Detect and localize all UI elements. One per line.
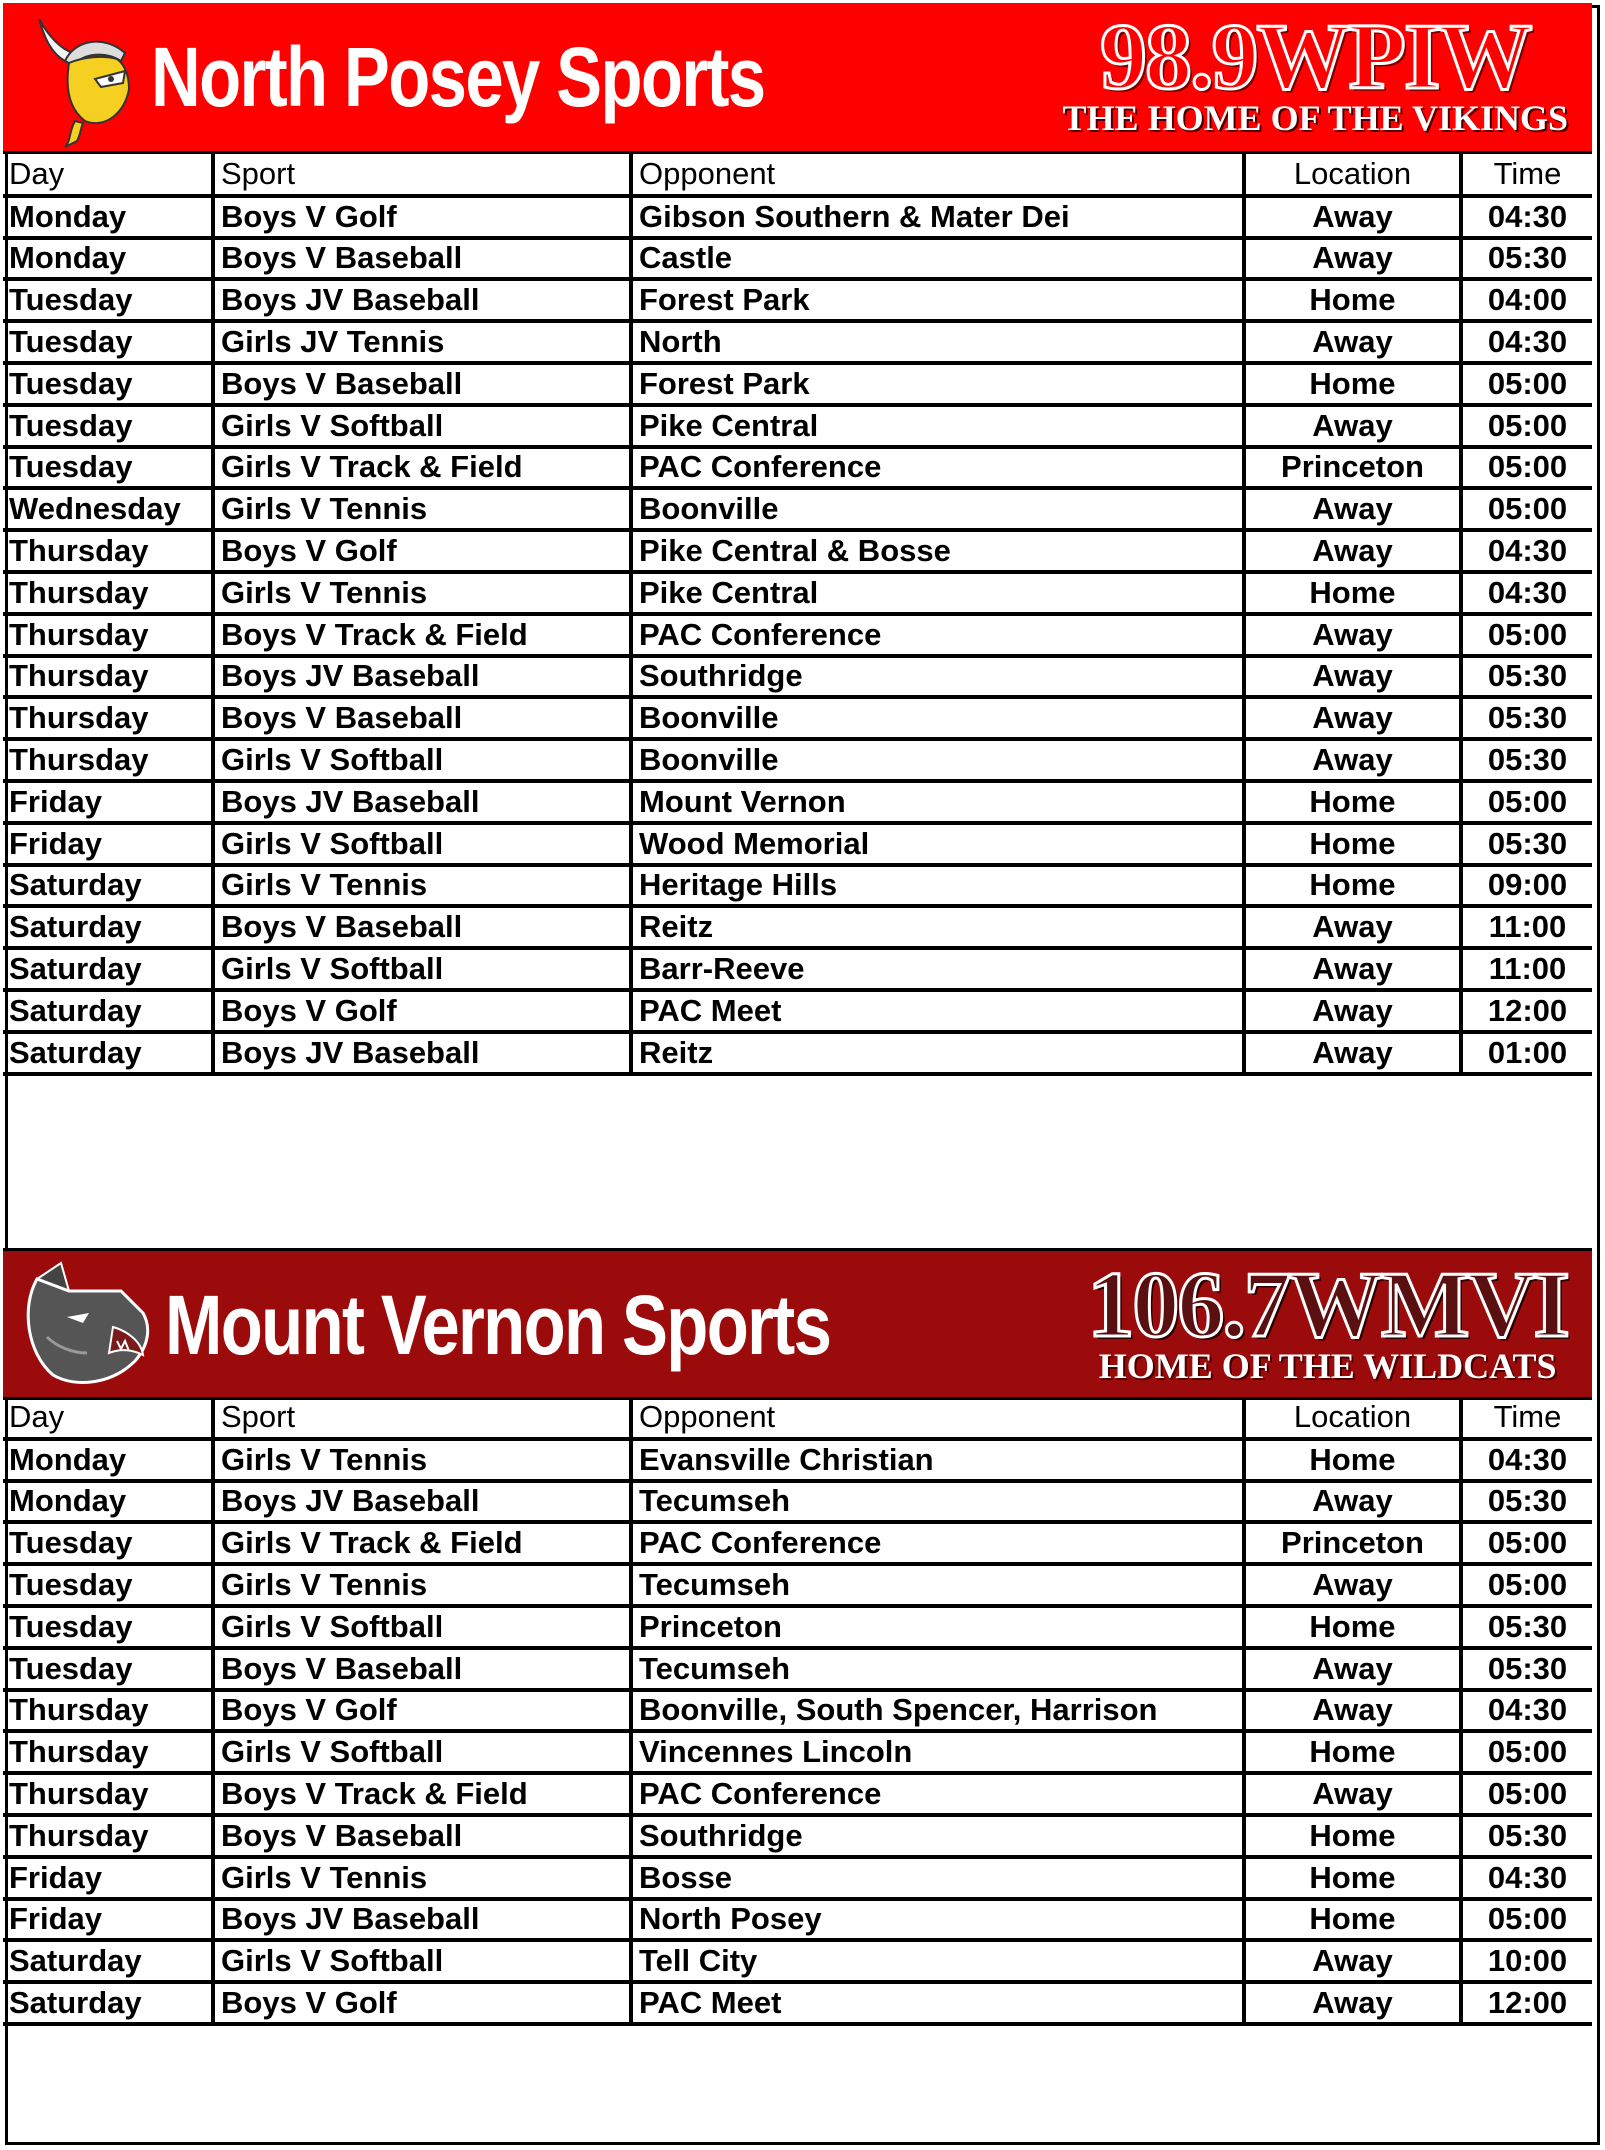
cell-location: Away: [1244, 1648, 1461, 1690]
cell-location: Away: [1244, 1032, 1461, 1074]
cell-opponent: Castle: [631, 238, 1244, 280]
table-row: [3, 1815, 1592, 1857]
cell-day: Tuesday: [3, 1522, 213, 1564]
cell-opponent: North Posey: [631, 1899, 1244, 1941]
cell-sport: Girls V Softball: [213, 948, 631, 990]
cell-day: Tuesday: [3, 363, 213, 405]
table-row: [3, 1940, 1592, 1982]
table-row: [3, 196, 1592, 238]
cell-opponent: Evansville Christian: [631, 1439, 1244, 1481]
cell-day: Tuesday: [3, 321, 213, 363]
cell-location: Away: [1244, 238, 1461, 280]
cell-day: Thursday: [3, 614, 213, 656]
table-row: [3, 530, 1592, 572]
cell-time: 04:00: [1461, 279, 1592, 321]
cell-time: 05:00: [1461, 405, 1592, 447]
cell-time: 05:00: [1461, 488, 1592, 530]
cell-day: Tuesday: [3, 1606, 213, 1648]
cell-location: Home: [1244, 1731, 1461, 1773]
cell-sport: Boys JV Baseball: [213, 1032, 631, 1074]
cell-location: Home: [1244, 1857, 1461, 1899]
cell-time: 05:00: [1461, 1731, 1592, 1773]
table-row: [3, 948, 1592, 990]
cell-sport: Boys V Baseball: [213, 697, 631, 739]
cell-opponent: Forest Park: [631, 279, 1244, 321]
cell-day: Tuesday: [3, 279, 213, 321]
cell-day: Thursday: [3, 656, 213, 698]
cell-sport: Boys V Baseball: [213, 363, 631, 405]
wildcat-head-icon: [17, 1257, 157, 1391]
table-row: [3, 697, 1592, 739]
cell-sport: Boys V Golf: [213, 990, 631, 1032]
station-frequency: 98.9WPIW: [1100, 5, 1531, 109]
cell-opponent: Forest Park: [631, 363, 1244, 405]
cell-opponent: Reitz: [631, 1032, 1244, 1074]
cell-sport: Boys JV Baseball: [213, 1481, 631, 1523]
cell-sport: Boys JV Baseball: [213, 656, 631, 698]
cell-time: 05:30: [1461, 739, 1592, 781]
cell-location: Away: [1244, 1564, 1461, 1606]
table-row: [3, 572, 1592, 614]
cell-opponent: Reitz: [631, 906, 1244, 948]
table-row: [3, 1481, 1592, 1523]
cell-day: Thursday: [3, 1690, 213, 1732]
table-row: [3, 447, 1592, 489]
station-tagline: HOME OF THE WILDCATS: [1098, 1346, 1557, 1386]
table-row: [3, 865, 1592, 907]
cell-sport: Boys V Baseball: [213, 1648, 631, 1690]
cell-time: 05:00: [1461, 781, 1592, 823]
mount-vernon-schedule-table: [3, 1397, 1592, 2026]
column-header-opponent: Opponent: [631, 1397, 1244, 1439]
cell-location: Away: [1244, 405, 1461, 447]
cell-location: Home: [1244, 363, 1461, 405]
cell-sport: Girls JV Tennis: [213, 321, 631, 363]
cell-sport: Boys V Baseball: [213, 906, 631, 948]
cell-day: Tuesday: [3, 447, 213, 489]
table-row: [3, 739, 1592, 781]
cell-opponent: Pike Central & Bosse: [631, 530, 1244, 572]
cell-opponent: Tecumseh: [631, 1564, 1244, 1606]
table-row: [3, 656, 1592, 698]
cell-opponent: PAC Conference: [631, 614, 1244, 656]
cell-day: Saturday: [3, 1940, 213, 1982]
cell-time: 05:00: [1461, 447, 1592, 489]
cell-opponent: Heritage Hills: [631, 865, 1244, 907]
table-row: [3, 1731, 1592, 1773]
cell-day: Wednesday: [3, 488, 213, 530]
cell-time: 05:00: [1461, 614, 1592, 656]
station-tagline: THE HOME OF THE VIKINGS: [1062, 98, 1568, 138]
cell-opponent: PAC Meet: [631, 990, 1244, 1032]
cell-opponent: Boonville, South Spencer, Harrison: [631, 1690, 1244, 1732]
cell-location: Away: [1244, 1481, 1461, 1523]
cell-time: 04:30: [1461, 1690, 1592, 1732]
cell-time: 12:00: [1461, 990, 1592, 1032]
cell-time: 04:30: [1461, 196, 1592, 238]
cell-day: Monday: [3, 196, 213, 238]
table-row: [3, 781, 1592, 823]
column-header-day: Day: [3, 154, 213, 196]
cell-time: 05:00: [1461, 1773, 1592, 1815]
cell-opponent: Southridge: [631, 1815, 1244, 1857]
cell-opponent: PAC Conference: [631, 1522, 1244, 1564]
cell-location: Away: [1244, 1940, 1461, 1982]
north-posey-schedule-table: [3, 154, 1592, 1076]
cell-day: Thursday: [3, 739, 213, 781]
cell-location: Princeton: [1244, 1522, 1461, 1564]
cell-sport: Boys V Track & Field: [213, 614, 631, 656]
cell-location: Home: [1244, 1439, 1461, 1481]
cell-opponent: Boonville: [631, 488, 1244, 530]
table-row: [3, 1690, 1592, 1732]
cell-time: 05:30: [1461, 1815, 1592, 1857]
table-row: [3, 1564, 1592, 1606]
table-row: [3, 823, 1592, 865]
cell-location: Away: [1244, 321, 1461, 363]
column-header-sport: Sport: [213, 154, 631, 196]
cell-time: 05:00: [1461, 1899, 1592, 1941]
cell-time: 05:00: [1461, 1522, 1592, 1564]
cell-location: Home: [1244, 781, 1461, 823]
table-row: [3, 1899, 1592, 1941]
cell-day: Saturday: [3, 948, 213, 990]
cell-location: Away: [1244, 697, 1461, 739]
cell-location: Princeton: [1244, 447, 1461, 489]
cell-sport: Boys JV Baseball: [213, 781, 631, 823]
table-row: [3, 279, 1592, 321]
cell-location: Away: [1244, 739, 1461, 781]
mount-vernon-title: Mount Vernon Sports: [165, 1278, 831, 1372]
cell-sport: Girls V Softball: [213, 1606, 631, 1648]
cell-time: 05:30: [1461, 656, 1592, 698]
column-header-location: Location: [1244, 154, 1461, 196]
cell-opponent: Vincennes Lincoln: [631, 1731, 1244, 1773]
table-row: [3, 990, 1592, 1032]
cell-opponent: Pike Central: [631, 405, 1244, 447]
cell-day: Thursday: [3, 1731, 213, 1773]
cell-day: Friday: [3, 823, 213, 865]
cell-day: Thursday: [3, 697, 213, 739]
cell-opponent: Mount Vernon: [631, 781, 1244, 823]
table-row: [3, 1606, 1592, 1648]
cell-day: Monday: [3, 1481, 213, 1523]
cell-time: 05:00: [1461, 363, 1592, 405]
cell-sport: Boys V Golf: [213, 196, 631, 238]
cell-location: Away: [1244, 196, 1461, 238]
cell-opponent: Gibson Southern & Mater Dei: [631, 196, 1244, 238]
table-row: [3, 1439, 1592, 1481]
cell-sport: Boys V Golf: [213, 1690, 631, 1732]
table-row: [3, 614, 1592, 656]
column-header-time: Time: [1461, 1397, 1592, 1439]
cell-opponent: PAC Meet: [631, 1982, 1244, 2024]
table-row: [3, 405, 1592, 447]
column-header-location: Location: [1244, 1397, 1461, 1439]
cell-location: Away: [1244, 656, 1461, 698]
cell-sport: Boys V Baseball: [213, 1815, 631, 1857]
cell-day: Friday: [3, 1857, 213, 1899]
cell-sport: Girls V Softball: [213, 823, 631, 865]
column-header-sport: Sport: [213, 1397, 631, 1439]
cell-day: Thursday: [3, 572, 213, 614]
cell-day: Monday: [3, 238, 213, 280]
cell-sport: Boys V Baseball: [213, 238, 631, 280]
cell-sport: Boys V Golf: [213, 530, 631, 572]
cell-time: 05:30: [1461, 1606, 1592, 1648]
cell-sport: Boys JV Baseball: [213, 279, 631, 321]
station-frequency: 106.7WMVI: [1087, 1253, 1568, 1357]
north-posey-title: North Posey Sports: [151, 30, 765, 124]
cell-location: Away: [1244, 530, 1461, 572]
cell-location: Home: [1244, 572, 1461, 614]
table-row: [3, 321, 1592, 363]
table-row: [3, 488, 1592, 530]
cell-time: 11:00: [1461, 906, 1592, 948]
cell-location: Away: [1244, 488, 1461, 530]
cell-sport: Boys JV Baseball: [213, 1899, 631, 1941]
cell-time: 04:30: [1461, 572, 1592, 614]
cell-sport: Girls V Track & Field: [213, 447, 631, 489]
cell-location: Away: [1244, 614, 1461, 656]
column-header-opponent: Opponent: [631, 154, 1244, 196]
cell-day: Saturday: [3, 1032, 213, 1074]
cell-day: Tuesday: [3, 405, 213, 447]
cell-location: Home: [1244, 1899, 1461, 1941]
table-header-row: [3, 1397, 1592, 1439]
cell-sport: Boys V Golf: [213, 1982, 631, 2024]
cell-time: 04:30: [1461, 530, 1592, 572]
cell-day: Thursday: [3, 1815, 213, 1857]
north-posey-banner: [3, 3, 1592, 154]
cell-time: 01:00: [1461, 1032, 1592, 1074]
cell-day: Saturday: [3, 990, 213, 1032]
cell-sport: Girls V Softball: [213, 405, 631, 447]
mount-vernon-banner: [3, 1248, 1592, 1400]
cell-day: Monday: [3, 1439, 213, 1481]
wpiw-station-logo: [1062, 5, 1568, 138]
wmvi-station-logo: [1087, 1253, 1568, 1386]
cell-time: 05:00: [1461, 1564, 1592, 1606]
cell-location: Away: [1244, 1982, 1461, 2024]
table-header-row: [3, 154, 1592, 196]
column-header-time: Time: [1461, 154, 1592, 196]
cell-sport: Girls V Tennis: [213, 1857, 631, 1899]
cell-location: Away: [1244, 948, 1461, 990]
cell-day: Thursday: [3, 530, 213, 572]
cell-time: 05:30: [1461, 238, 1592, 280]
cell-opponent: Bosse: [631, 1857, 1244, 1899]
cell-time: 04:30: [1461, 321, 1592, 363]
cell-opponent: Wood Memorial: [631, 823, 1244, 865]
cell-time: 04:30: [1461, 1857, 1592, 1899]
cell-sport: Girls V Softball: [213, 1731, 631, 1773]
cell-time: 05:30: [1461, 1648, 1592, 1690]
table-row: [3, 363, 1592, 405]
viking-helmet-icon: [25, 9, 143, 149]
cell-opponent: Pike Central: [631, 572, 1244, 614]
cell-sport: Girls V Tennis: [213, 572, 631, 614]
cell-time: 05:30: [1461, 697, 1592, 739]
cell-sport: Girls V Tennis: [213, 1439, 631, 1481]
cell-opponent: PAC Conference: [631, 447, 1244, 489]
cell-day: Friday: [3, 781, 213, 823]
cell-opponent: Tecumseh: [631, 1481, 1244, 1523]
cell-sport: Girls V Tennis: [213, 1564, 631, 1606]
cell-time: 10:00: [1461, 1940, 1592, 1982]
cell-opponent: Princeton: [631, 1606, 1244, 1648]
table-row: [3, 1522, 1592, 1564]
cell-location: Home: [1244, 279, 1461, 321]
cell-location: Away: [1244, 1773, 1461, 1815]
cell-sport: Boys V Track & Field: [213, 1773, 631, 1815]
cell-location: Away: [1244, 906, 1461, 948]
cell-day: Thursday: [3, 1773, 213, 1815]
cell-day: Saturday: [3, 1982, 213, 2024]
cell-sport: Girls V Tennis: [213, 488, 631, 530]
cell-location: Home: [1244, 1606, 1461, 1648]
cell-sport: Girls V Softball: [213, 739, 631, 781]
cell-location: Home: [1244, 823, 1461, 865]
cell-location: Away: [1244, 1690, 1461, 1732]
cell-location: Home: [1244, 1815, 1461, 1857]
table-row: [3, 1773, 1592, 1815]
table-row: [3, 906, 1592, 948]
cell-time: 05:30: [1461, 823, 1592, 865]
cell-location: Home: [1244, 865, 1461, 907]
cell-time: 04:30: [1461, 1439, 1592, 1481]
cell-opponent: Boonville: [631, 739, 1244, 781]
cell-opponent: North: [631, 321, 1244, 363]
cell-opponent: Tecumseh: [631, 1648, 1244, 1690]
cell-opponent: Barr-Reeve: [631, 948, 1244, 990]
cell-opponent: PAC Conference: [631, 1773, 1244, 1815]
table-row: [3, 1032, 1592, 1074]
cell-location: Away: [1244, 990, 1461, 1032]
cell-opponent: Boonville: [631, 697, 1244, 739]
table-row: [3, 1648, 1592, 1690]
cell-day: Saturday: [3, 906, 213, 948]
column-header-day: Day: [3, 1397, 213, 1439]
cell-sport: Girls V Track & Field: [213, 1522, 631, 1564]
table-row: [3, 1982, 1592, 2024]
cell-sport: Girls V Tennis: [213, 865, 631, 907]
cell-time: 11:00: [1461, 948, 1592, 990]
cell-time: 12:00: [1461, 1982, 1592, 2024]
cell-time: 09:00: [1461, 865, 1592, 907]
cell-time: 05:30: [1461, 1481, 1592, 1523]
table-row: [3, 1857, 1592, 1899]
cell-day: Friday: [3, 1899, 213, 1941]
cell-sport: Girls V Softball: [213, 1940, 631, 1982]
cell-opponent: Southridge: [631, 656, 1244, 698]
table-row: [3, 238, 1592, 280]
cell-opponent: Tell City: [631, 1940, 1244, 1982]
cell-day: Tuesday: [3, 1648, 213, 1690]
cell-day: Tuesday: [3, 1564, 213, 1606]
cell-day: Saturday: [3, 865, 213, 907]
